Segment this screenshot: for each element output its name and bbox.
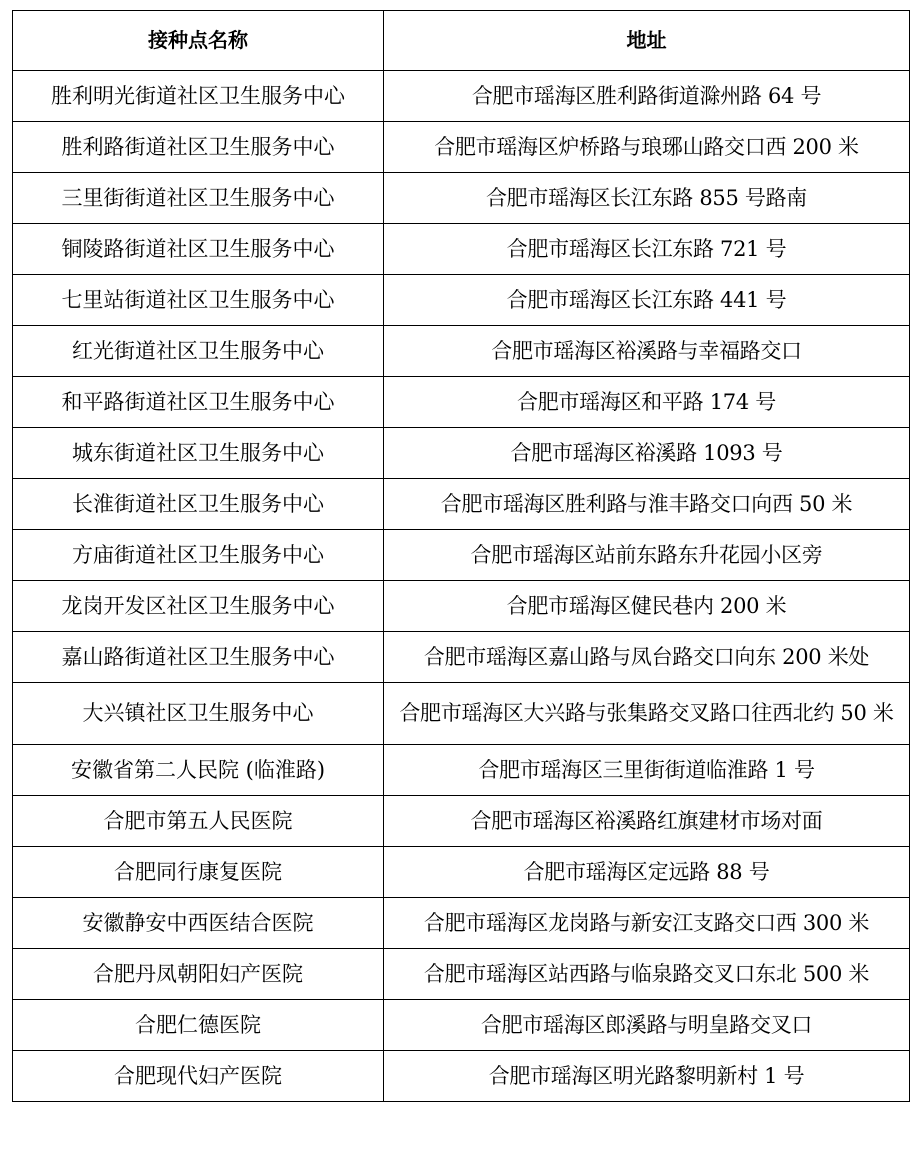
site-address: 合肥市瑶海区明光路黎明新村 1 号 <box>384 1051 910 1102</box>
site-address: 合肥市瑶海区炉桥路与琅琊山路交口西 200 米 <box>384 122 910 173</box>
table-row <box>13 173 910 224</box>
table-row <box>13 71 910 122</box>
table-row <box>13 1051 910 1102</box>
table-row <box>13 530 910 581</box>
table-row <box>13 224 910 275</box>
table-row <box>13 796 910 847</box>
table-row <box>13 377 910 428</box>
table-row <box>13 479 910 530</box>
table-row <box>13 632 910 683</box>
site-address: 合肥市瑶海区长江东路 855 号路南 <box>384 173 910 224</box>
site-address: 合肥市瑶海区和平路 174 号 <box>384 377 910 428</box>
site-name: 和平路街道社区卫生服务中心 <box>13 377 384 428</box>
table-row <box>13 122 910 173</box>
site-name: 胜利明光街道社区卫生服务中心 <box>13 71 384 122</box>
table-row <box>13 275 910 326</box>
table-row <box>13 683 910 745</box>
table-row <box>13 847 910 898</box>
site-name: 城东街道社区卫生服务中心 <box>13 428 384 479</box>
site-address: 合肥市瑶海区嘉山路与凤台路交口向东 200 米处 <box>384 632 910 683</box>
header-row <box>13 11 910 71</box>
site-address: 合肥市瑶海区胜利路与淮丰路交口向西 50 米 <box>384 479 910 530</box>
site-name: 安徽静安中西医结合医院 <box>13 898 384 949</box>
site-name: 龙岗开发区社区卫生服务中心 <box>13 581 384 632</box>
header-site-name: 接种点名称 <box>13 11 384 71</box>
site-address: 合肥市瑶海区三里街街道临淮路 1 号 <box>384 745 910 796</box>
site-address: 合肥市瑶海区定远路 88 号 <box>384 847 910 898</box>
site-name: 合肥丹凤朝阳妇产医院 <box>13 949 384 1000</box>
site-name: 大兴镇社区卫生服务中心 <box>13 683 384 745</box>
site-name: 铜陵路街道社区卫生服务中心 <box>13 224 384 275</box>
site-name: 胜利路街道社区卫生服务中心 <box>13 122 384 173</box>
site-address: 合肥市瑶海区长江东路 441 号 <box>384 275 910 326</box>
site-name: 七里站街道社区卫生服务中心 <box>13 275 384 326</box>
site-name: 三里街街道社区卫生服务中心 <box>13 173 384 224</box>
site-address: 合肥市瑶海区裕溪路与幸福路交口 <box>384 326 910 377</box>
site-address: 合肥市瑶海区长江东路 721 号 <box>384 224 910 275</box>
vaccination-sites-table <box>12 10 910 1102</box>
site-address: 合肥市瑶海区裕溪路 1093 号 <box>384 428 910 479</box>
table-row <box>13 745 910 796</box>
site-address: 合肥市瑶海区大兴路与张集路交叉路口往西北约 50 米 <box>384 683 910 745</box>
site-address: 合肥市瑶海区站前东路东升花园小区旁 <box>384 530 910 581</box>
table-row <box>13 1000 910 1051</box>
site-address: 合肥市瑶海区胜利路街道滁州路 64 号 <box>384 71 910 122</box>
site-address: 合肥市瑶海区裕溪路红旗建材市场对面 <box>384 796 910 847</box>
site-address: 合肥市瑶海区健民巷内 200 米 <box>384 581 910 632</box>
site-name: 红光街道社区卫生服务中心 <box>13 326 384 377</box>
site-name: 方庙街道社区卫生服务中心 <box>13 530 384 581</box>
site-name: 合肥仁德医院 <box>13 1000 384 1051</box>
site-address: 合肥市瑶海区站西路与临泉路交叉口东北 500 米 <box>384 949 910 1000</box>
site-name: 长淮街道社区卫生服务中心 <box>13 479 384 530</box>
site-name: 合肥市第五人民医院 <box>13 796 384 847</box>
table-row <box>13 428 910 479</box>
site-address: 合肥市瑶海区龙岗路与新安江支路交口西 300 米 <box>384 898 910 949</box>
table-row <box>13 898 910 949</box>
table-row <box>13 581 910 632</box>
table-row <box>13 949 910 1000</box>
site-name: 嘉山路街道社区卫生服务中心 <box>13 632 384 683</box>
site-name: 安徽省第二人民院 (临淮路) <box>13 745 384 796</box>
header-address: 地址 <box>384 11 910 71</box>
site-address: 合肥市瑶海区郎溪路与明皇路交叉口 <box>384 1000 910 1051</box>
table-row <box>13 326 910 377</box>
site-name: 合肥现代妇产医院 <box>13 1051 384 1102</box>
site-name: 合肥同行康复医院 <box>13 847 384 898</box>
